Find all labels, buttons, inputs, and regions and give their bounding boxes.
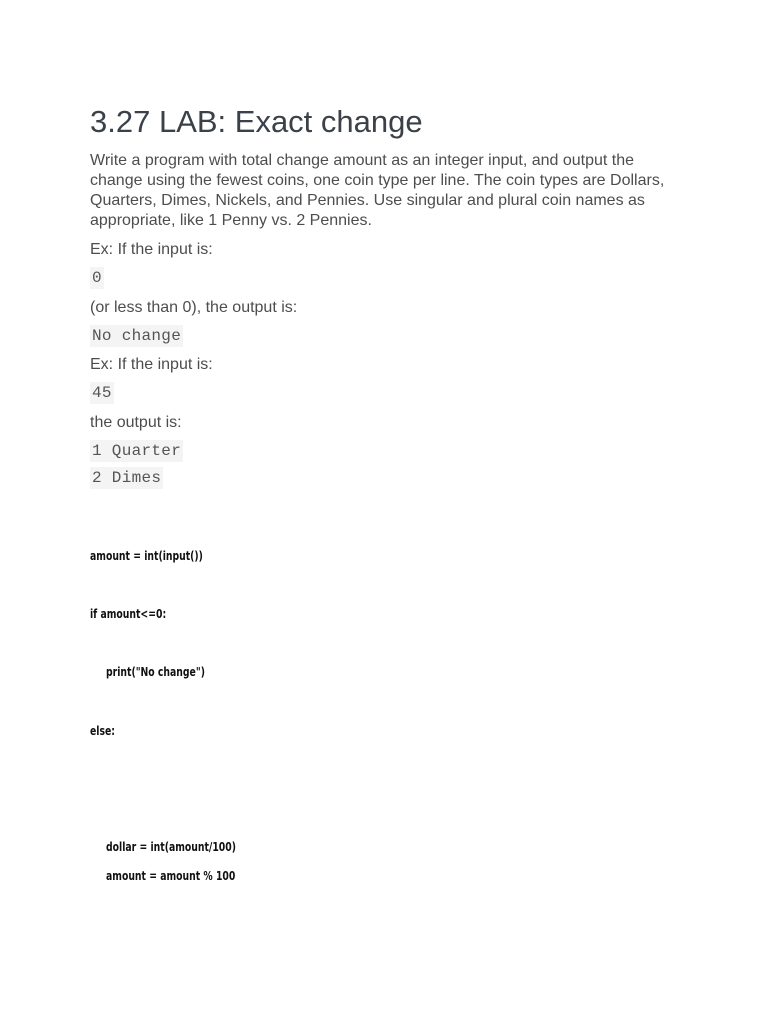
example1-prompt: Ex: If the input is:	[90, 241, 213, 258]
example1-result-label: (or less than 0), the output is:	[90, 299, 298, 316]
example2-output-line-2: 2 Dimes	[92, 469, 162, 487]
code-line-4: else:	[90, 724, 116, 738]
code-line-1: amount = int(input())	[90, 549, 203, 563]
code-line-6: amount = amount % 100	[106, 869, 236, 883]
example1-input: 0	[92, 269, 102, 287]
example2-output-line-1: 1 Quarter	[92, 442, 182, 460]
problem-description: Write a program with total change amount as an integer input, and output the change using the fewest coins, one coin type per line. The coin types are Dollars, Quarters, Dimes, Nickels, and Pennies. Use singular and plural coin names as appropriate, like 1 Penny vs. 2 Pennies.	[90, 152, 665, 229]
example1-output: No change	[92, 327, 182, 345]
code-line-2: if amount<=0:	[90, 607, 167, 621]
code-line-3: print("No change")	[106, 665, 205, 679]
example2-input: 45	[92, 384, 112, 402]
example2-result-label: the output is:	[90, 414, 182, 431]
code-line-5: dollar = int(amount/100)	[106, 840, 236, 854]
example2-prompt: Ex: If the input is:	[90, 356, 213, 373]
page-title: 3.27 LAB: Exact change	[90, 104, 423, 139]
